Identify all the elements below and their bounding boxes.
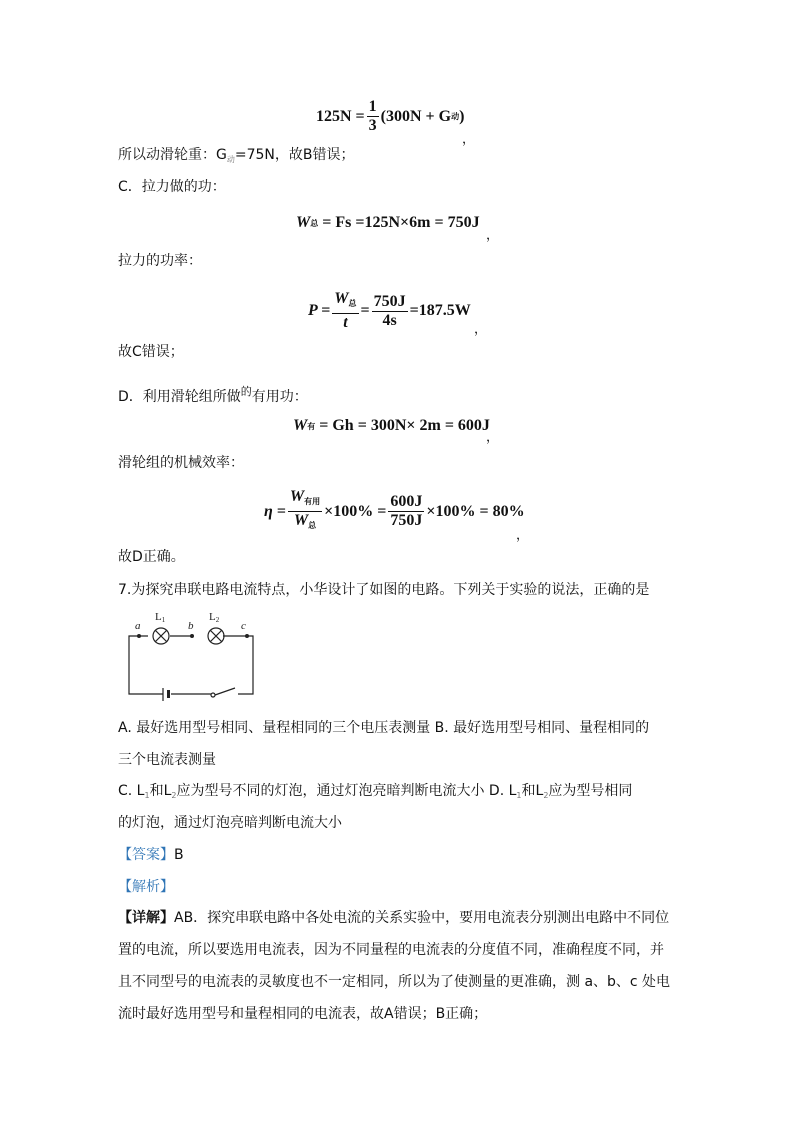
numerator [288, 488, 322, 512]
equals: = [360, 302, 370, 319]
text-line: 故C错误； [118, 344, 184, 360]
detail-line: 置的电流，所以要选用电流表，因为不同量程的电流表的分度值不同，准确程度不同，并 [118, 942, 664, 958]
symbol: W [293, 417, 308, 434]
text: 所以动滑轮重：G [118, 147, 227, 163]
text-line [118, 146, 354, 169]
equation-power [308, 290, 471, 332]
text: =75N，故B错误； [234, 147, 355, 163]
answer-label: 【答案】 [118, 847, 174, 863]
text-line: C．拉力做的功： [118, 179, 226, 195]
fraction [288, 488, 322, 535]
denominator: 750J [390, 512, 423, 529]
numerator [332, 290, 358, 314]
text-line [118, 383, 308, 406]
text: 应为型号不同的灯泡，通过灯泡亮暗判断电流大小 D. L [176, 783, 517, 799]
comma: ， [486, 228, 500, 243]
eq-lhs: 125N = [316, 107, 365, 125]
subscript: 总 [308, 521, 317, 530]
symbol: W [293, 512, 309, 529]
wire [129, 636, 253, 695]
comma: ， [474, 322, 488, 337]
text: 有用功： [251, 389, 308, 405]
denominator: 3 [368, 117, 377, 134]
text: L [155, 611, 162, 623]
detail-line [118, 909, 669, 927]
label-l2 [209, 611, 220, 624]
text: C. L [118, 783, 145, 799]
comma: ， [516, 528, 530, 543]
subscript: 总 [348, 299, 357, 308]
label-l1 [155, 611, 166, 624]
subscript: 有用 [304, 497, 321, 506]
text: AB．探究串联电路中各处电流的关系实验中，要用电流表分别测出电路中不同位 [174, 910, 670, 926]
comma: ， [462, 132, 476, 147]
equation-pulley-force [316, 98, 464, 135]
text-line: 滑轮组的机械效率： [118, 455, 244, 471]
detail-label: 【详解】 [118, 910, 174, 926]
text: 和L [149, 783, 172, 799]
eq-rhs: = Gh = 300N× 2m = 600J [319, 417, 490, 434]
answer-value: B [174, 847, 184, 863]
detail-line: 流时最好选用型号和量程相同的电流表，故A错误；B正确； [118, 1006, 488, 1022]
detail-line: 且不同型号的电流表的灵敏度也不一定相同，所以为了使测量的更准确，测 a、b、c 处电 [118, 974, 671, 990]
option-a-b: A. 最好选用型号相同、量程相同的三个电压表测量 B. 最好选用型号相同、量程相同的 [118, 720, 650, 736]
eq-mid: ×100% = [324, 502, 387, 520]
fraction [367, 98, 379, 135]
fraction [388, 493, 424, 530]
fraction [372, 293, 408, 330]
text: D．利用滑轮组所做 [118, 389, 241, 405]
subscript: 2 [215, 616, 220, 624]
answer [118, 846, 184, 864]
eq-result: =187.5W [409, 302, 471, 319]
text: 应为型号相同 [548, 783, 633, 799]
eq-result: ×100% = 80% [426, 502, 525, 520]
text: L [209, 611, 216, 623]
switch-icon [211, 693, 215, 697]
superscript: 的 [240, 385, 252, 398]
subscript: 1 [516, 791, 522, 800]
subscript: 2 [543, 791, 549, 800]
text-line: 故D正确。 [118, 549, 185, 565]
comma: ， [486, 430, 500, 445]
subscript: 有 [307, 421, 316, 431]
numerator: 1 [368, 98, 377, 115]
label-b: b [188, 620, 194, 632]
symbol: η = [264, 502, 286, 520]
paren: ) [459, 107, 465, 125]
subscript: 1 [161, 616, 166, 624]
eq-rhs: (300N + G [380, 107, 452, 125]
numerator: 750J [373, 292, 406, 310]
symbol: W [296, 214, 311, 231]
subscript: 1 [144, 791, 150, 800]
denominator: 4s [382, 311, 397, 329]
subscript: 2 [171, 791, 177, 800]
option-b-cont: 三个电流表测量 [118, 752, 216, 768]
subscript: 动 [226, 155, 235, 164]
symbol: P = [308, 302, 331, 319]
eq-rhs: = Fs =125N×6m = 750J [322, 214, 480, 231]
equation-useful-work [293, 417, 490, 435]
subscript: 动 [451, 112, 460, 121]
analysis-label: 【解析】 [118, 879, 174, 895]
label-c: c [241, 620, 246, 632]
option-c-d [118, 782, 632, 805]
text-line: 拉力的功率： [118, 253, 202, 269]
equation-efficiency [264, 488, 525, 535]
circuit-diagram [125, 608, 260, 708]
symbol: W [289, 488, 305, 505]
label-a: a [135, 620, 141, 632]
option-d-cont: 的灯泡，通过灯泡亮暗判断电流大小 [118, 815, 342, 831]
numerator: 600J [390, 493, 423, 510]
equation-total-work [296, 214, 480, 232]
denominator: t [343, 314, 348, 331]
text: 和L [521, 783, 544, 799]
subscript: 总 [310, 218, 319, 228]
fraction [332, 290, 358, 332]
question-7: 7.为探究串联电路电流特点，小华设计了如图的电路。下列关于实验的说法，正确的是 [118, 582, 650, 598]
symbol: W [334, 290, 349, 307]
denominator [294, 512, 316, 535]
